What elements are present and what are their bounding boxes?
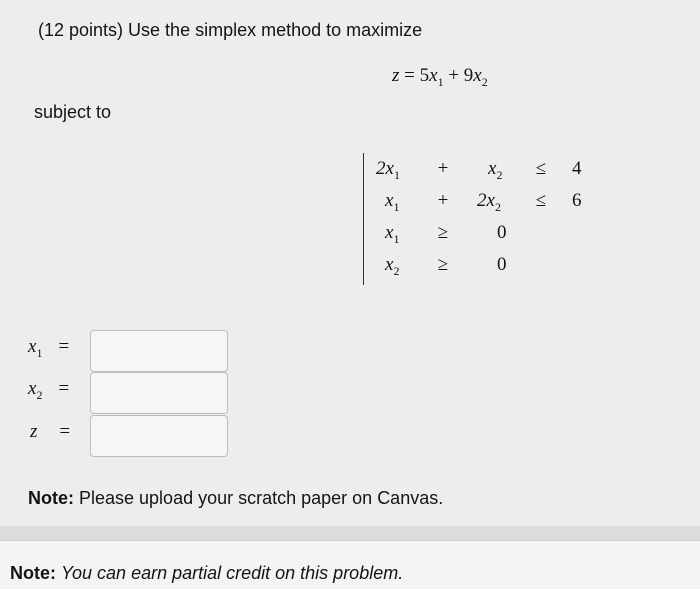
answer-label-z: z = (30, 421, 71, 442)
problem-header: (12 points) Use the simplex method to maximize (38, 20, 423, 40)
x1-answer-input[interactable] (90, 330, 228, 372)
subject-to-label: subject to (34, 102, 112, 122)
answer-label-x2: $x_2$ = (28, 378, 70, 402)
question-panel: (12 points) Use the simplex method to maximize $z = 5x_1 + 9x_2$ subject to $2x_1$ + $x_2$ ≤ 4 $x_1$ + $2x_2$ ≤ 6 $x_1$ ≥ 0 $x_2$ ≥ 0 $x_1$ = $x_2$ = z = Note: Please upload your scratch paper on Canvas. (0, 0, 700, 526)
note-partial-credit: Note: You can earn partial credit on this problem. (10, 563, 404, 583)
note-upload: Note: Please upload your scratch paper on Canvas. (28, 488, 444, 508)
x2-answer-input[interactable] (90, 372, 228, 414)
answer-label-x1: $x_1$ = (28, 336, 70, 360)
objective-function: $z = 5x_1 + 9x_2$ (392, 65, 488, 89)
constraints-bracket (363, 153, 364, 285)
footer-note-bar (0, 540, 700, 589)
z-answer-input[interactable] (90, 415, 228, 457)
